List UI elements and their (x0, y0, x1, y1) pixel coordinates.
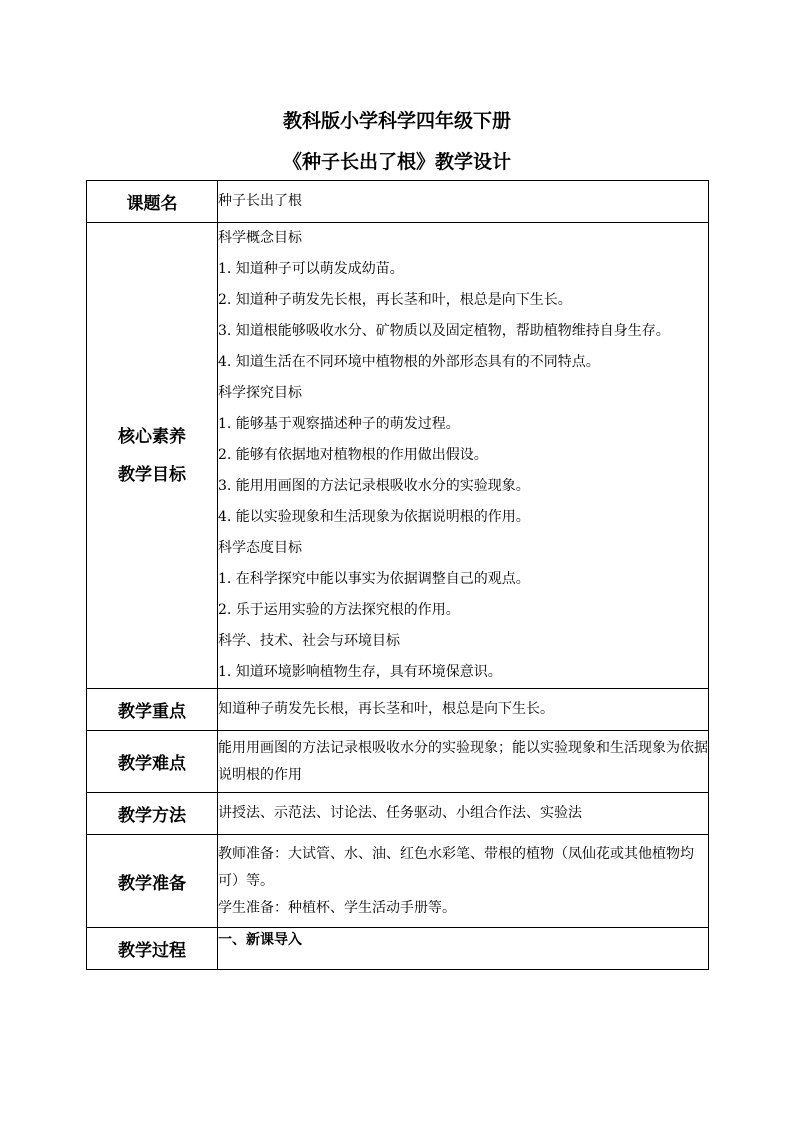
goal-line: 科学概念目标 (218, 230, 302, 246)
table-row-difficulty (87, 731, 709, 793)
topic-value: 种子长出了根 (218, 181, 709, 223)
table-row-preparation (87, 835, 709, 928)
goal-line: 2. 能够有依据地对植物根的作用做出假设。 (218, 447, 488, 463)
goal-line: 2. 知道种子萌发先长根，再长茎和叶，根总是向下生长。 (218, 292, 572, 308)
lesson-plan-table (86, 180, 709, 970)
key-point-label: 教学重点 (87, 689, 218, 731)
preparation-teacher: 教师准备：大试管、水、油、红色水彩笔、带根的植物（凤仙花或其他植物均可）等。 (218, 845, 694, 889)
goal-line: 1. 在科学探究中能以事实为依据调整自己的观点。 (218, 571, 530, 587)
table-row-method (87, 793, 709, 835)
document-title: 教科版小学科学四年级下册 (282, 110, 511, 132)
goal-line: 科学态度目标 (218, 540, 302, 556)
method-value: 讲授法、示范法、讨论法、任务驱动、小组合作法、实验法 (218, 793, 709, 835)
table-row-goals (87, 223, 709, 689)
key-point-value: 知道种子萌发先长根，再长茎和叶，根总是向下生长。 (218, 689, 709, 731)
goals-label (87, 223, 218, 689)
table-row-topic (87, 181, 709, 223)
goal-line: 3. 能用用画图的方法记录根吸收水分的实验现象。 (218, 478, 530, 494)
goal-line: 2. 乐于运用实验的方法探究根的作用。 (218, 602, 460, 618)
goals-label-line1: 核心素养 (118, 426, 186, 447)
goal-line: 科学探究目标 (218, 385, 302, 401)
table-row-process (87, 928, 709, 970)
preparation-label: 教学准备 (87, 835, 218, 928)
goal-line: 1. 能够基于观察描述种子的萌发过程。 (218, 416, 460, 432)
difficulty-value: 能用用画图的方法记录根吸收水分的实验现象；能以实验现象和生活现象为依据说明根的作用 (218, 731, 709, 793)
method-label: 教学方法 (87, 793, 218, 835)
table-row-key-point (87, 689, 709, 731)
goal-line: 1. 知道环境影响植物生存，具有环境保意识。 (218, 664, 502, 680)
preparation-student: 学生准备：种植杯、学生活动手册等。 (218, 899, 456, 916)
topic-label: 课题名 (87, 181, 218, 223)
goal-line: 4. 知道生活在不同环境中植物根的外部形态具有的不同特点。 (218, 354, 600, 370)
goal-line: 3. 知道根能够吸收水分、矿物质以及固定植物，帮助植物维持自身生存。 (218, 323, 670, 339)
goal-line: 4. 能以实验现象和生活现象为依据说明根的作用。 (218, 509, 530, 525)
process-label: 教学过程 (87, 928, 218, 970)
difficulty-label: 教学难点 (87, 731, 218, 793)
preparation-content (218, 835, 709, 928)
goals-content (218, 223, 709, 689)
goals-label-line2: 教学目标 (118, 464, 186, 485)
goal-line: 1. 知道种子可以萌发成幼苗。 (218, 261, 404, 277)
process-value: 一、新课导入 (218, 928, 709, 970)
document-subtitle: 《种子长出了根》教学设计 (282, 151, 511, 173)
goal-line: 科学、技术、社会与环境目标 (218, 633, 400, 649)
